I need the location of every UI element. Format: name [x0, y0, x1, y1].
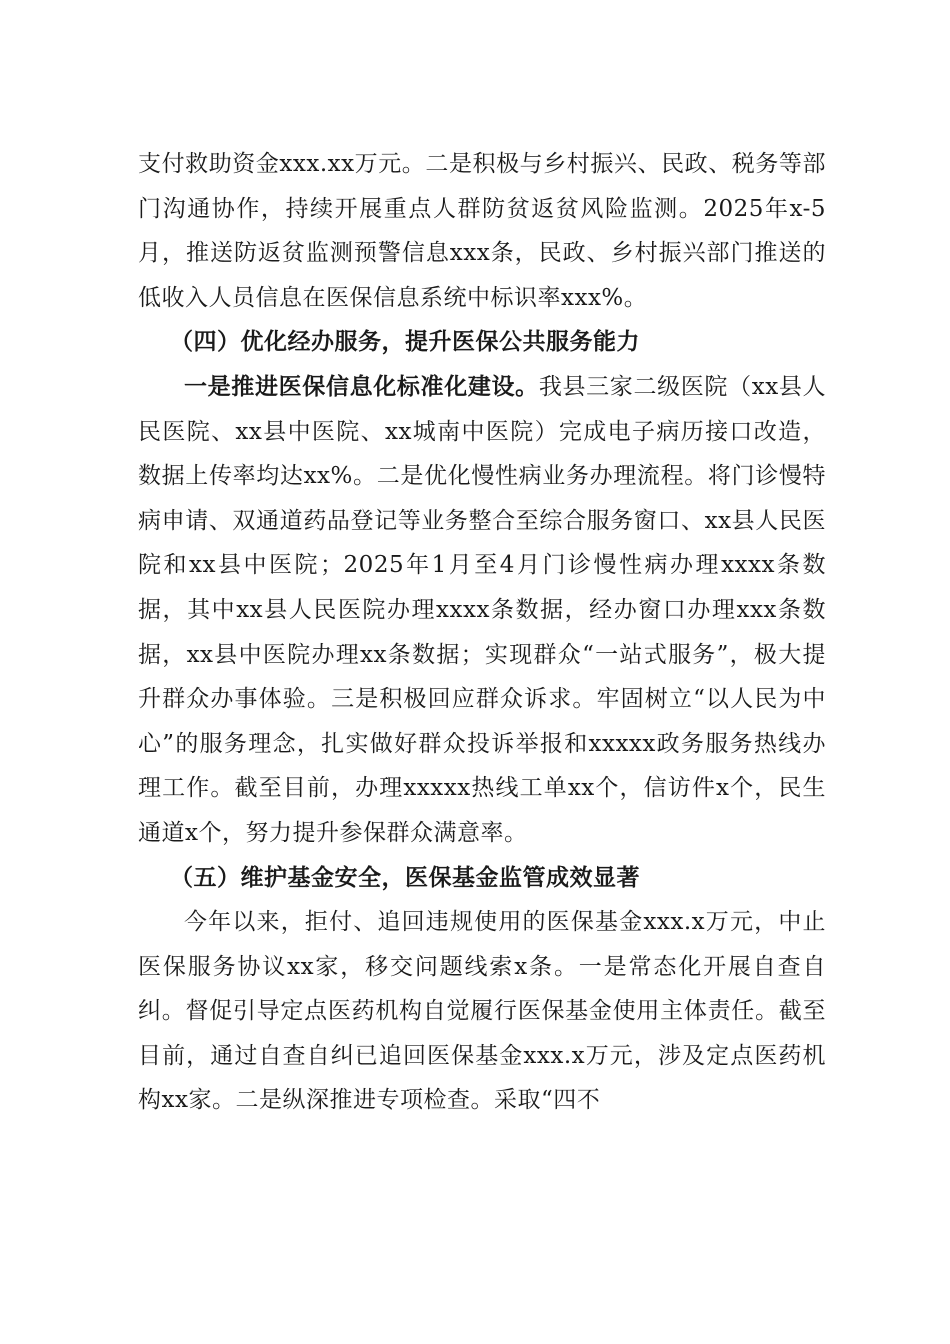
paragraph-body-text: 我县三家二级医院（xx县人民医院、xx县中医院、xx城南中医院）完成电子病历接口改造，数据上传率均达xx%。二是优化慢性病业务办理流程。将门诊慢特病申请、双通道药品登记等业务整合至综合服务窗口、xx县人民医院和xx县中医院；2025年1月至4月门诊慢性病办理xxxx条数据，其中xx县人民医院办理xxxx条数据，经办窗口办理xxx条数据，xx县中医院办理xx条数据；实现群众“一站式服务”，极大提升群众办事体验。三是积极回应群众诉求。牢固树立“以人民为中心”的服务理念，扎实做好群众投诉举报和xxxxx政务服务热线办理工作。截至目前，办理xxxxx热线工单xx个，信访件x个，民生通道x个，努力提升参保群众满意率。: [138, 373, 826, 846]
section-heading-5: （五）维护基金安全，医保基金监管成效显著: [170, 863, 640, 891]
section-heading-4: （四）优化经办服务，提升医保公共服务能力: [170, 328, 640, 356]
paragraph-service-optimization: [138, 365, 826, 856]
paragraph-fund-supervision: 今年以来，拒付、追回违规使用的医保基金xxx.x万元，中止医保服务协议xx家，移交问题线索x条。一是常态化开展自查自纠。督促引导定点医药机构自觉履行医保基金使用主体责任。截至目前，通过自查自纠已追回医保基金xxx.x万元，涉及定点医药机构xx家。二是纵深推进专项检查。采取“四不: [138, 909, 826, 1114]
paragraph-lead-sentence: 一是推进医保信息化标准化建设。: [184, 372, 539, 400]
document-body: [138, 142, 826, 1123]
paragraph-funding-monitoring: 支付救助资金xxx.xx万元。二是积极与乡村振兴、民政、税务等部门沟通协作，持续开展重点人群防贫返贫风险监测。2025年x-5月，推送防返贫监测预警信息xxx条，民政、乡村振兴部门推送的低收入人员信息在医保信息系统中标识率xxx%。: [138, 151, 826, 311]
